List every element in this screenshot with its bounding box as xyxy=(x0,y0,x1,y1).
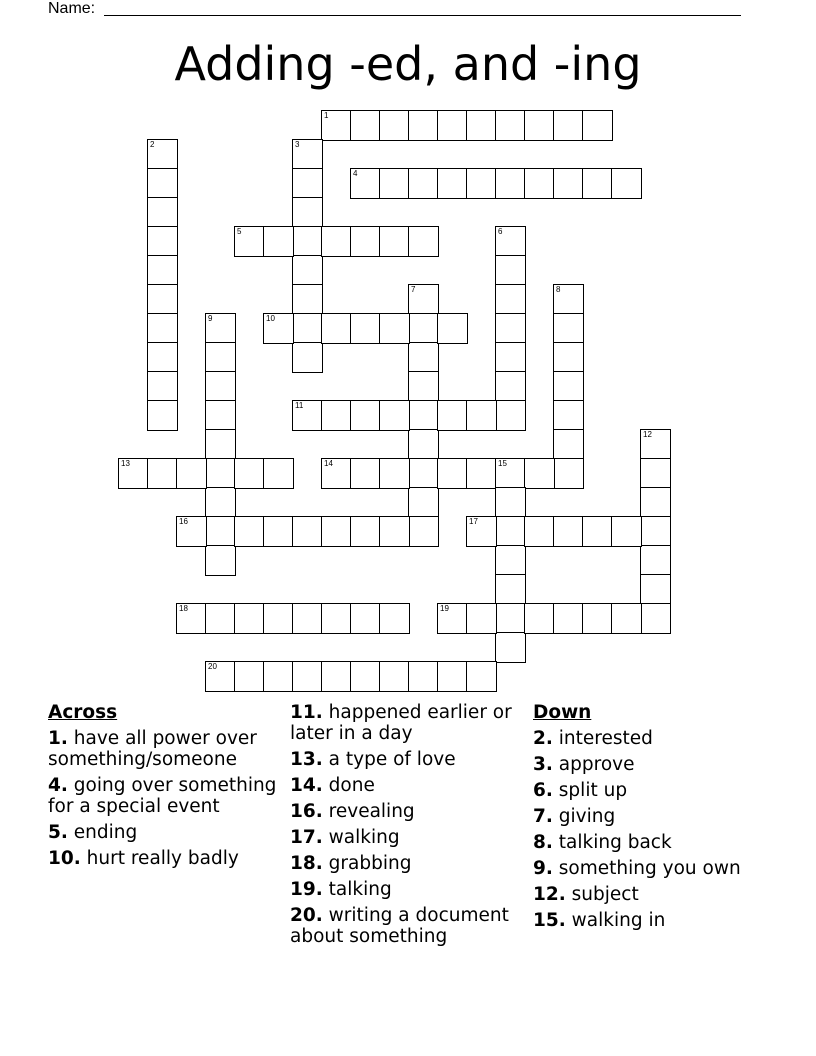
grid-cell[interactable] xyxy=(611,516,642,547)
grid-cell[interactable] xyxy=(321,400,352,431)
grid-cell[interactable] xyxy=(495,574,526,605)
grid-cell[interactable] xyxy=(350,603,381,634)
clue-across-11: 11. happened earlier or later in a day xyxy=(290,702,512,744)
clue-down-3: 3. approve xyxy=(533,754,635,775)
grid-cell[interactable] xyxy=(379,400,410,431)
clue-number: 12 xyxy=(643,430,652,439)
grid-cell[interactable] xyxy=(321,458,352,489)
grid-cell[interactable] xyxy=(321,516,352,547)
grid-cell[interactable] xyxy=(495,342,526,373)
grid-cell[interactable] xyxy=(553,516,584,547)
grid-cell[interactable] xyxy=(408,487,439,518)
grid-cell[interactable] xyxy=(321,313,352,344)
grid-cell[interactable] xyxy=(234,226,265,257)
grid-cell[interactable] xyxy=(147,284,178,315)
grid-cell[interactable] xyxy=(408,400,439,431)
grid-cell[interactable] xyxy=(147,139,178,170)
grid-cell[interactable] xyxy=(553,429,584,460)
grid-cell[interactable] xyxy=(205,487,236,518)
grid-cell[interactable] xyxy=(553,110,584,141)
grid-cell[interactable] xyxy=(205,458,236,489)
grid-cell[interactable] xyxy=(640,574,671,605)
page-title: Adding -ed, and -ing xyxy=(174,37,642,91)
clue-number: 2 xyxy=(150,140,155,149)
grid-cell[interactable] xyxy=(495,603,526,634)
clue-number: 15 xyxy=(498,459,507,468)
clue-number: 9 xyxy=(208,314,213,323)
grid-cell[interactable] xyxy=(234,516,265,547)
grid-cell[interactable] xyxy=(408,342,439,373)
grid-cell[interactable] xyxy=(611,168,642,199)
grid-cell[interactable] xyxy=(524,516,555,547)
grid-cell[interactable] xyxy=(292,603,323,634)
grid-cell[interactable] xyxy=(466,516,497,547)
grid-cell[interactable] xyxy=(582,603,613,634)
clue-number: 20 xyxy=(208,662,217,671)
grid-cell[interactable] xyxy=(292,139,323,170)
grid-cell[interactable] xyxy=(263,458,294,489)
clue-down-2: 2. interested xyxy=(533,728,653,749)
clue-down-15: 15. walking in xyxy=(533,910,666,931)
grid-cell[interactable] xyxy=(466,168,497,199)
grid-cell[interactable] xyxy=(524,110,555,141)
grid-cell[interactable] xyxy=(495,226,526,257)
grid-cell[interactable] xyxy=(147,342,178,373)
grid-cell[interactable] xyxy=(408,226,439,257)
grid-cell[interactable] xyxy=(495,400,526,431)
grid-cell[interactable] xyxy=(640,516,671,547)
clue-down-7: 7. giving xyxy=(533,806,616,827)
clue-across-1: 1. have all power over something/someone xyxy=(48,728,257,770)
grid-cell[interactable] xyxy=(408,458,439,489)
grid-cell[interactable] xyxy=(524,168,555,199)
clue-number: 11 xyxy=(295,401,304,410)
clue-number: 3 xyxy=(295,140,300,149)
grid-cell[interactable] xyxy=(234,603,265,634)
grid-cell[interactable] xyxy=(495,632,526,663)
grid-cell[interactable] xyxy=(292,661,323,692)
grid-cell[interactable] xyxy=(495,371,526,402)
grid-cell[interactable] xyxy=(466,661,497,692)
clue-number: 19 xyxy=(440,604,449,613)
grid-cell[interactable] xyxy=(379,661,410,692)
grid-cell[interactable] xyxy=(205,342,236,373)
grid-cell[interactable] xyxy=(292,313,323,344)
grid-cell[interactable] xyxy=(437,400,468,431)
grid-cell[interactable] xyxy=(495,110,526,141)
grid-cell[interactable] xyxy=(350,661,381,692)
clue-across-16: 16. revealing xyxy=(290,801,415,822)
clue-across-4: 4. going over something for a special event xyxy=(48,775,277,817)
grid-cell[interactable] xyxy=(147,226,178,257)
grid-cell[interactable] xyxy=(292,168,323,199)
grid-cell[interactable] xyxy=(147,400,178,431)
grid-cell[interactable] xyxy=(292,342,323,373)
grid-cell[interactable] xyxy=(437,458,468,489)
grid-cell[interactable] xyxy=(408,661,439,692)
grid-cell[interactable] xyxy=(379,226,410,257)
grid-cell[interactable] xyxy=(437,603,468,634)
clue-across-5: 5. ending xyxy=(48,822,138,843)
grid-cell[interactable] xyxy=(408,313,439,344)
grid-cell[interactable] xyxy=(234,458,265,489)
grid-cell[interactable] xyxy=(147,371,178,402)
grid-cell[interactable] xyxy=(263,226,294,257)
grid-cell[interactable] xyxy=(292,284,323,315)
grid-cell[interactable] xyxy=(466,110,497,141)
grid-cell[interactable] xyxy=(147,255,178,286)
grid-cell[interactable] xyxy=(466,400,497,431)
grid-cell[interactable] xyxy=(408,284,439,315)
grid-cell[interactable] xyxy=(263,603,294,634)
across-clues-column-1 xyxy=(48,702,278,874)
grid-cell[interactable] xyxy=(176,458,207,489)
clue-number: 18 xyxy=(179,604,188,613)
grid-cell[interactable] xyxy=(553,603,584,634)
clue-across-18: 18. grabbing xyxy=(290,853,412,874)
clue-number: 7 xyxy=(411,285,416,294)
grid-cell[interactable] xyxy=(321,226,352,257)
clue-across-14: 14. done xyxy=(290,775,375,796)
clue-number: 13 xyxy=(121,459,130,468)
grid-cell[interactable] xyxy=(553,342,584,373)
grid-cell[interactable] xyxy=(234,661,265,692)
clue-down-9: 9. something you own xyxy=(533,858,741,879)
down-clues-column xyxy=(533,702,793,936)
grid-cell[interactable] xyxy=(611,603,642,634)
grid-cell[interactable] xyxy=(582,516,613,547)
grid-cell[interactable] xyxy=(379,516,410,547)
clue-number: 16 xyxy=(179,517,188,526)
grid-cell[interactable] xyxy=(263,516,294,547)
clue-number: 14 xyxy=(324,459,333,468)
clue-number: 17 xyxy=(469,517,478,526)
grid-cell[interactable] xyxy=(292,400,323,431)
grid-cell[interactable] xyxy=(640,487,671,518)
grid-cell[interactable] xyxy=(205,516,236,547)
grid-cell[interactable] xyxy=(408,429,439,460)
clue-across-20: 20. writing a document about something xyxy=(290,905,509,947)
clue-number: 6 xyxy=(498,227,503,236)
grid-cell[interactable] xyxy=(147,458,178,489)
grid-cell[interactable] xyxy=(582,110,613,141)
grid-cell[interactable] xyxy=(205,661,236,692)
grid-cell[interactable] xyxy=(408,168,439,199)
clue-number: 10 xyxy=(266,314,275,323)
grid-cell[interactable] xyxy=(553,284,584,315)
clue-across-10: 10. hurt really badly xyxy=(48,848,239,869)
grid-cell[interactable] xyxy=(205,313,236,344)
grid-cell[interactable] xyxy=(553,313,584,344)
across-clues-column-2 xyxy=(290,702,525,952)
grid-cell[interactable] xyxy=(437,168,468,199)
grid-cell[interactable] xyxy=(495,284,526,315)
clue-across-13: 13. a type of love xyxy=(290,749,456,770)
grid-cell[interactable] xyxy=(205,545,236,576)
grid-cell[interactable] xyxy=(640,458,671,489)
grid-cell[interactable] xyxy=(466,603,497,634)
grid-cell[interactable] xyxy=(437,110,468,141)
grid-cell[interactable] xyxy=(495,545,526,576)
grid-cell[interactable] xyxy=(176,516,207,547)
grid-cell[interactable] xyxy=(640,603,671,634)
grid-cell[interactable] xyxy=(292,226,323,257)
clue-number: 4 xyxy=(353,169,358,178)
grid-cell[interactable] xyxy=(379,110,410,141)
grid-cell[interactable] xyxy=(640,545,671,576)
grid-cell[interactable] xyxy=(292,197,323,228)
clue-number: 8 xyxy=(556,285,561,294)
grid-cell[interactable] xyxy=(495,168,526,199)
across-heading: Across xyxy=(48,702,118,723)
grid-cell[interactable] xyxy=(205,429,236,460)
grid-cell[interactable] xyxy=(350,110,381,141)
grid-cell[interactable] xyxy=(582,168,613,199)
clue-down-12: 12. subject xyxy=(533,884,639,905)
clue-down-6: 6. split up xyxy=(533,780,628,801)
grid-cell[interactable] xyxy=(292,516,323,547)
grid-cell[interactable] xyxy=(379,313,410,344)
grid-cell[interactable] xyxy=(524,458,555,489)
grid-cell[interactable] xyxy=(350,458,381,489)
grid-cell[interactable] xyxy=(147,197,178,228)
grid-cell[interactable] xyxy=(379,458,410,489)
grid-cell[interactable] xyxy=(350,400,381,431)
grid-cell[interactable] xyxy=(321,661,352,692)
grid-cell[interactable] xyxy=(553,400,584,431)
grid-cell[interactable] xyxy=(437,313,468,344)
grid-cell[interactable] xyxy=(553,168,584,199)
grid-cell[interactable] xyxy=(495,516,526,547)
grid-cell[interactable] xyxy=(350,226,381,257)
grid-cell[interactable] xyxy=(147,168,178,199)
grid-cell[interactable] xyxy=(495,313,526,344)
grid-cell[interactable] xyxy=(176,603,207,634)
grid-cell[interactable] xyxy=(263,313,294,344)
grid-cell[interactable] xyxy=(205,603,236,634)
grid-cell[interactable] xyxy=(553,371,584,402)
grid-cell[interactable] xyxy=(379,168,410,199)
grid-cell[interactable] xyxy=(640,429,671,460)
grid-cell[interactable] xyxy=(495,487,526,518)
grid-cell[interactable] xyxy=(553,458,584,489)
grid-cell[interactable] xyxy=(495,458,526,489)
grid-cell[interactable] xyxy=(350,516,381,547)
grid-cell[interactable] xyxy=(147,313,178,344)
grid-cell[interactable] xyxy=(408,371,439,402)
clue-down-8: 8. talking back xyxy=(533,832,672,853)
clue-across-19: 19. talking xyxy=(290,879,392,900)
grid-cell[interactable] xyxy=(118,458,149,489)
grid-cell[interactable] xyxy=(263,661,294,692)
grid-cell[interactable] xyxy=(350,313,381,344)
grid-cell[interactable] xyxy=(466,458,497,489)
grid-cell[interactable] xyxy=(321,603,352,634)
grid-cell[interactable] xyxy=(408,516,439,547)
grid-cell[interactable] xyxy=(437,661,468,692)
clue-number: 1 xyxy=(324,111,329,120)
grid-cell[interactable] xyxy=(408,110,439,141)
grid-cell[interactable] xyxy=(350,168,381,199)
clue-across-17: 17. walking xyxy=(290,827,400,848)
grid-cell[interactable] xyxy=(205,400,236,431)
grid-cell[interactable] xyxy=(205,371,236,402)
grid-cell[interactable] xyxy=(495,255,526,286)
grid-cell[interactable] xyxy=(524,603,555,634)
clue-number: 5 xyxy=(237,227,242,236)
grid-cell[interactable] xyxy=(292,255,323,286)
down-heading: Down xyxy=(533,702,592,723)
grid-cell[interactable] xyxy=(379,603,410,634)
grid-cell[interactable] xyxy=(321,110,352,141)
name-label: Name: xyxy=(48,0,96,17)
